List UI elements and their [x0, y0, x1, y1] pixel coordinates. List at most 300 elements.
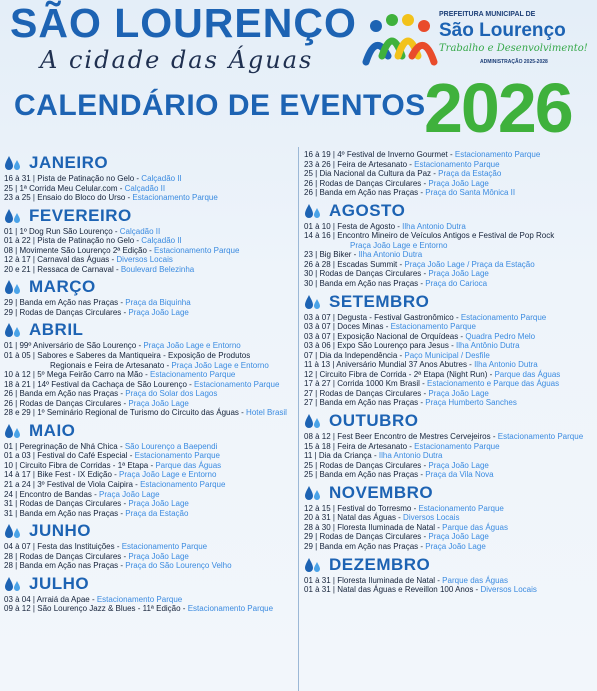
logo-name: São Lourenço — [439, 20, 566, 41]
month-header — [304, 200, 594, 222]
event-location: Estacionamento Parque — [194, 379, 280, 389]
event-title: Pista de Patinação no Gelo — [37, 236, 135, 246]
event-row: 03 à 06 | Expo São Lourenço para Jesus - Ilha Antônio Dutra — [304, 341, 520, 351]
month-header — [4, 205, 294, 227]
event-row: 24 | Encontro de Bandas - Praça João Lage — [4, 489, 160, 499]
city-subtitle: A cidade das Águas — [40, 46, 314, 74]
month-name: ABRIL — [29, 320, 84, 340]
event-title: Degusta - Festival Gastronômico — [337, 312, 454, 322]
event-row: 11 | Dia da Criança - Ilha Antonio Dutra — [304, 451, 443, 461]
event-date: 17 à 27 — [304, 379, 331, 389]
event-date: 12 à 15 — [304, 503, 331, 513]
month-name: MARÇO — [29, 277, 96, 297]
event-date: 11 — [304, 451, 313, 461]
event-title: Dia da Criança — [318, 451, 372, 461]
event-title: Natal das Águas — [337, 513, 396, 523]
event-row: 12 à 17 | Carnaval das Águas - Diversos Locais — [4, 255, 173, 265]
event-date: 20 à 31 — [304, 513, 331, 523]
event-location: Quadra Pedro Melo — [465, 331, 536, 341]
event-date: 16 à 19 — [304, 150, 331, 159]
event-title: Feira de Artesanato — [337, 441, 408, 451]
event-date: 04 à 07 — [4, 542, 31, 552]
event-date: 10 — [4, 460, 13, 470]
event-title: Floresta Iluminada de Natal — [337, 522, 436, 532]
event-row: 03 à 07 | Doces Minas - Estacionamento Parque — [304, 322, 476, 332]
event-row: 01 à 10 | Festa de Agosto - Ilha Antonio Dutra — [304, 221, 466, 231]
event-location: Estacionamento Parque — [418, 503, 504, 513]
event-date: 30 — [304, 269, 313, 279]
event-title: Escadas Summit — [337, 259, 398, 269]
event-location: Estacionamento Parque — [134, 451, 220, 461]
event-row: 31 | Banda em Ação nas Praças - Praça da Estação — [4, 508, 189, 518]
calendar-title: CALENDÁRIO DE EVENTOS — [14, 89, 426, 122]
event-title: Encontro de Bandas — [19, 489, 92, 499]
water-drops-icon — [304, 556, 322, 574]
event-date: 29 — [304, 541, 313, 551]
event-title: 99º Aniversário de São Lourenço — [19, 341, 137, 351]
event-date: 03 à 04 — [4, 594, 31, 604]
event-location: Praça João Lage — [428, 178, 489, 188]
event-date: 10 à 12 — [4, 370, 31, 380]
month-header — [304, 291, 594, 313]
event-date: 20 e 21 — [4, 264, 31, 274]
event-date: 01 a 03 — [4, 451, 31, 461]
event-date: 26 — [304, 178, 313, 188]
event-location: Praça Humberto Sanches — [425, 398, 517, 408]
event-row: 27 | Banda em Ação nas Praças - Praça Humberto Sanches — [304, 398, 517, 408]
event-date: 30 — [304, 279, 313, 289]
event-location: Praça do São Lourenço Velho — [125, 561, 232, 571]
event-title: Banda em Ação nas Praças — [319, 188, 419, 198]
event-location: Ilha Antonio Dutra — [378, 451, 443, 461]
month-header — [4, 319, 294, 341]
event-row: 25 | Rodas de Danças Circulares - Praça João Lage — [304, 460, 489, 470]
event-location: Praça João Lage — [428, 269, 489, 279]
event-row: 12 | Circuito Fibra de Corrida - 2ª Etapa (Night Run) - Parque das Águas — [304, 369, 561, 379]
event-title: 1ª Corrida Meu Celular.com — [19, 183, 118, 193]
event-date: 26 — [4, 389, 13, 399]
event-date: 31 — [4, 508, 13, 518]
event-location: Praça da Biquinha — [125, 298, 191, 308]
event-date: 26 à 28 — [304, 259, 331, 269]
event-title: 4º Festival de Inverno Gourmet — [337, 150, 448, 159]
event-location: Praça João Lage e Entorno — [119, 470, 217, 480]
month-name: FEVEREIRO — [29, 205, 132, 225]
event-location: Praça João Lage — [428, 532, 489, 542]
water-drops-icon — [304, 202, 322, 220]
event-date: 28 — [4, 561, 13, 571]
event-row: 25 | Dia Nacional da Cultura da Paz - Praça da Estação — [304, 169, 502, 179]
event-title: Bike Fest - IX Edição — [37, 470, 112, 480]
water-drops-icon — [304, 412, 322, 430]
event-date: 14 à 16 — [304, 231, 331, 241]
event-location: Estacionamento Parque — [96, 594, 183, 604]
logo-prefeitura: PREFEITURA MUNICIPAL DE — [439, 11, 536, 18]
water-drops-icon — [4, 321, 22, 339]
event-date: 01 — [4, 441, 13, 451]
event-date: 27 — [304, 388, 313, 398]
logo-administracao: ADMINISTRAÇÃO 2025-2028 — [480, 59, 548, 65]
event-row: 03 à 07 | Degusta - Festival Gastronômico - Estacionamento Parque — [304, 312, 547, 322]
event-date: 01 — [4, 226, 13, 236]
event-location: Praça João Lage — [428, 388, 489, 398]
event-location: Estacionamento Parque — [154, 245, 240, 255]
event-title: 1º Seminário Regional de Turismo do Circuito das Águas — [37, 408, 239, 418]
month-name: DEZEMBRO — [329, 554, 431, 574]
event-location: Calçadão II — [141, 236, 182, 246]
event-location: Estacionamento Parque — [497, 432, 584, 442]
event-title: Pista de Patinação no Gelo — [37, 174, 135, 183]
event-title: Movimente São Lourenço 2ª Edição — [19, 245, 147, 255]
event-date: 01 à 10 — [304, 221, 331, 231]
event-title: Ressaca de Carnaval — [37, 264, 114, 274]
water-drops-icon — [4, 154, 22, 172]
event-location: Estacionamento Parque — [414, 159, 500, 169]
event-location: Estacionamento Parque — [187, 604, 274, 614]
event-date: 11 à 13 — [304, 360, 331, 370]
event-row: 21 a 24 | 3º Festival de Viola Caipira - Estacionamento Parque — [4, 480, 226, 490]
event-row: 12 à 15 | Festival do Torresmo - Estacionamento Parque — [304, 503, 504, 513]
event-location: Parque das Águas — [155, 460, 222, 470]
event-row: 01 à 22 | Pista de Patinação no Gelo - Calçadão II — [4, 236, 182, 246]
event-title: Feira de Artesanato — [337, 159, 408, 169]
event-date: 08 — [4, 245, 13, 255]
event-row: 01 | Peregrinação de Nhá Chica - São Lourenço a Baependi — [4, 441, 218, 451]
event-row: 04 à 07 | Festa das Instituições - Estacionamento Parque — [4, 542, 208, 552]
event-title: Encontro Mineiro de Veículos Antigos e Festival de Pop Rock — [337, 231, 555, 241]
event-date: 23 — [304, 250, 313, 260]
event-row: 26 | Rodas de Danças Circulares - Praça João Lage — [304, 178, 489, 188]
column-divider — [298, 147, 299, 691]
event-row: 03 à 07 | Exposição Nacional de Orquídeas - Quadra Pedro Melo — [304, 331, 536, 341]
event-date: 12 à 17 — [4, 255, 31, 265]
event-row: 30 | Banda em Ação nas Praças - Praça do Carioca — [304, 279, 488, 289]
event-location: Estacionamento Parque — [132, 193, 218, 203]
event-row — [304, 241, 594, 251]
event-date: 07 — [304, 350, 313, 360]
event-location: Diversos Locais — [480, 585, 537, 595]
event-row: 14 à 16 | Encontro Mineiro de Veículos Antigos e Festival de Pop Rock — [304, 231, 555, 241]
event-title: Sabores e Saberes da Mantiqueira - Exposição de Produtos — [37, 351, 251, 361]
event-location: Praça João Lage e Entorno — [143, 341, 241, 351]
event-title: Regionais e Feira de Artesanato — [50, 360, 165, 370]
event-date: 01 à 31 — [304, 575, 331, 585]
event-row: 23 | Big Biker - Ilha Antonio Dutra — [304, 250, 423, 260]
event-row: 28 e 29 | 1º Seminário Regional de Turismo do Circuito das Águas - Hotel Brasil — [4, 408, 287, 418]
month-name: OUTUBRO — [329, 411, 419, 431]
event-date: 28 — [4, 551, 13, 561]
event-row: 07 | Dia da Independência - Paço Municipal / Desfile — [304, 350, 490, 360]
event-row: 08 | Movimente São Lourenço 2ª Edição - Estacionamento Parque — [4, 245, 240, 255]
event-title: Rodas de Danças Circulares — [319, 532, 422, 542]
month-header — [4, 520, 294, 542]
event-row: 29 | Rodas de Danças Circulares - Praça João Lage — [304, 532, 489, 542]
event-title: Fest Beer Encontro de Mestres Cervejeiros — [337, 432, 491, 442]
event-location: Estacionamento Parque — [454, 150, 541, 159]
event-location: Praça do Santa Mônica II — [425, 188, 516, 198]
event-row: 25 | 1ª Corrida Meu Celular.com - Calçadão II — [4, 183, 166, 193]
event-row: 27 | Rodas de Danças Circulares - Praça João Lage — [304, 388, 489, 398]
event-title: 3º Festival de Viola Caipira — [37, 480, 133, 490]
event-title: Rodas de Danças Circulares — [319, 388, 422, 398]
event-title: Peregrinação de Nhá Chica — [19, 441, 118, 451]
event-row: 23 a 25 | Ensaio do Bloco do Urso - Estacionamento Parque — [4, 193, 218, 203]
event-location: Parque das Águas — [494, 369, 561, 379]
event-title: Rodas de Danças Circulares — [19, 499, 122, 509]
event-location: Praça do Carioca — [425, 279, 488, 289]
event-location: Estacionamento Parque — [414, 441, 500, 451]
event-location: Estacionamento Parque — [121, 542, 208, 552]
month-header — [304, 410, 594, 432]
event-row: 31 | Rodas de Danças Circulares - Praça João Lage — [4, 499, 189, 509]
event-title: Expo São Lourenço para Jesus — [337, 341, 449, 351]
event-date: 28 à 30 — [304, 522, 331, 532]
event-row: 16 à 31 | Pista de Patinação no Gelo - Calçadão II — [4, 174, 182, 183]
event-date: 15 à 18 — [304, 441, 331, 451]
event-title: Ensaio do Bloco do Urso — [37, 193, 126, 203]
event-title: Rodas de Danças Circulares — [19, 398, 122, 408]
event-location: Calçadão II — [124, 183, 166, 193]
event-date: 03 à 06 — [304, 341, 331, 351]
event-row: 01 à 05 | Sabores e Saberes da Mantiqueira - Exposição de Produtos — [4, 351, 251, 361]
event-row: 16 à 19 | 4º Festival de Inverno Gourmet - Estacionamento Parque — [304, 150, 541, 159]
event-title: Rodas de Danças Circulares — [19, 551, 122, 561]
event-date: 31 — [4, 499, 13, 509]
event-title: 5º Mega Feirão Carro na Mão — [37, 370, 143, 380]
event-date: 27 — [304, 398, 313, 408]
event-date: 16 à 31 — [4, 174, 31, 183]
event-title: Rodas de Danças Circulares — [319, 269, 422, 279]
event-date: 01 à 22 — [4, 236, 31, 246]
month-header — [304, 554, 594, 576]
event-location: Praça João Lage — [128, 551, 189, 561]
event-title: Aniversário Mundial 37 Anos Abutres — [336, 360, 467, 370]
event-title: Floresta Iluminada de Natal — [337, 575, 436, 585]
event-title: Exposição Nacional de Orquídeas — [337, 331, 459, 341]
event-date: 03 à 07 — [304, 312, 331, 322]
water-drops-icon — [304, 293, 322, 311]
event-location: Praça João Lage — [128, 499, 189, 509]
event-title: Dia Nacional da Cultura da Paz — [319, 169, 432, 179]
event-row: 01 | 99º Aniversário de São Lourenço - Praça João Lage e Entorno — [4, 341, 241, 351]
event-date: 26 — [4, 398, 13, 408]
month-name: JANEIRO — [29, 153, 109, 172]
event-location: Ilha Antonio Dutra — [402, 221, 466, 231]
event-date: 24 — [4, 489, 13, 499]
event-row: 28 à 30 | Floresta Iluminada de Natal - Parque das Águas — [304, 522, 508, 532]
event-row: 20 e 21 | Ressaca de Carnaval - Boulevard Belezinha — [4, 264, 195, 274]
event-date: 23 a 25 — [4, 193, 31, 203]
event-row: 23 à 26 | Feira de Artesanato - Estacionamento Parque — [304, 159, 500, 169]
water-drops-icon — [4, 522, 22, 540]
event-row: Regionais e Feira de Artesanato - Praça João Lage e Entorno — [50, 360, 269, 370]
event-row: 30 | Rodas de Danças Circulares - Praça João Lage — [304, 269, 489, 279]
event-location: Estacionamento e Parque das Águas — [427, 379, 560, 389]
event-location: Ilha Antônio Dutra — [455, 341, 520, 351]
event-date: 25 — [304, 460, 313, 470]
event-date: 14 à 17 — [4, 470, 31, 480]
event-date: 01 — [4, 341, 13, 351]
event-location: Praça do Solar dos Lagos — [125, 389, 218, 399]
event-date: 03 à 07 — [304, 322, 331, 332]
event-location: Ilha Antonio Dutra — [474, 360, 538, 370]
event-title: 1º Dog Run São Lourenço — [19, 226, 113, 236]
event-row: 29 | Banda em Ação nas Praças - Praça João Lage — [304, 541, 486, 551]
event-location: Boulevard Belezinha — [120, 264, 195, 274]
water-drops-icon — [4, 278, 22, 296]
event-date: 01 à 05 — [4, 351, 31, 361]
event-location: Praça João Lage e Entorno — [171, 360, 269, 370]
event-title: Circuito Fibra de Corrida - 2ª Etapa (Night Run) — [319, 369, 488, 379]
event-title: Dia da Independência — [319, 350, 398, 360]
event-location: Calçadão II — [141, 174, 182, 183]
month-header — [4, 152, 294, 174]
event-row: 10 à 12 | 5º Mega Feirão Carro na Mão - Estacionamento Parque — [4, 370, 236, 380]
event-row: 28 | Banda em Ação nas Praças - Praça do São Lourenço Velho — [4, 561, 232, 571]
event-title: São Lourenço Jazz & Blues - 11ª Edição — [37, 604, 181, 614]
month-name: JULHO — [29, 573, 90, 593]
water-drops-icon — [304, 484, 322, 502]
event-row: 29 | Banda em Ação nas Praças - Praça da Biquinha — [4, 298, 191, 308]
event-title: Banda em Ação nas Praças — [19, 508, 119, 518]
event-date: 25 — [304, 169, 313, 179]
month-name: JUNHO — [29, 521, 92, 541]
month-header — [4, 573, 294, 595]
event-location: Diversos Locais — [116, 255, 173, 265]
water-drops-icon — [4, 207, 22, 225]
event-location: Paço Municipal / Desfile — [404, 350, 490, 360]
event-date: 01 à 31 — [304, 585, 331, 595]
event-row: 26 | Banda em Ação nas Praças - Praça do Santa Mônica II — [304, 188, 516, 198]
event-row: 18 à 21 | 14º Festival da Cachaça de São Lourenço - Estacionamento Parque — [4, 379, 280, 389]
month-header — [4, 276, 294, 298]
event-location: Praça João Lage — [428, 460, 489, 470]
event-title: Banda em Ação nas Praças — [19, 298, 119, 308]
event-location: Praça João Lage — [425, 541, 486, 551]
event-row: 20 à 31 | Natal das Águas - Diversos Locais — [304, 513, 460, 523]
event-date: 29 — [304, 532, 313, 542]
event-location: Diversos Locais — [403, 513, 460, 523]
event-title: Festa das Instituições — [37, 542, 115, 552]
event-location: Estacionamento Parque — [390, 322, 476, 332]
event-title: Natal das Águas e Reveillon 100 Anos — [337, 585, 474, 595]
event-row: 01 à 31 | Floresta Iluminada de Natal - Parque das Águas — [304, 575, 508, 585]
event-location: Praça João Lage — [128, 398, 189, 408]
event-date: 21 a 24 — [4, 480, 31, 490]
event-location: Parque das Águas — [442, 575, 508, 585]
event-row: 11 à 13 | Aniversário Mundial 37 Anos Abutres - Ilha Antonio Dutra — [304, 360, 538, 370]
event-title: Circuito Fibra de Corridas - 1ª Etapa — [19, 460, 149, 470]
event-date: 25 — [304, 470, 313, 480]
event-title: Rodas de Danças Circulares — [319, 178, 422, 188]
event-title: Banda em Ação nas Praças — [19, 561, 119, 571]
event-location: Praça João Lage / Praça da Estação — [404, 259, 535, 269]
month-name: NOVEMBRO — [329, 482, 434, 502]
event-location: Ilha Antonio Dutra — [358, 250, 423, 260]
event-row: 25 | Banda em Ação nas Praças - Praça da Vila Nova — [304, 470, 494, 480]
month-name: MAIO — [29, 420, 76, 440]
event-row: 17 à 27 | Corrida 1000 Km Brasil - Estacionamento e Parque das Águas — [304, 379, 560, 389]
event-row: 08 à 12 | Fest Beer Encontro de Mestres Cervejeiros - Estacionamento Parque — [304, 432, 584, 442]
event-title: Arraiá da Apae — [36, 594, 90, 604]
event-date: 29 — [4, 307, 13, 317]
month-header — [304, 482, 594, 504]
event-row: 26 à 28 | Escadas Summit - Praça João Lage / Praça da Estação — [304, 259, 535, 269]
left-column — [4, 150, 294, 614]
event-title: Rodas de Danças Circulares — [319, 460, 422, 470]
logo-slogan: Trabalho e Desenvolvimento! — [439, 43, 588, 54]
event-location: Praça da Estação — [125, 508, 189, 518]
event-title: Banda em Ação nas Praças — [19, 389, 119, 399]
event-row: 03 à 04 | Arraiá da Apae - Estacionamento Parque — [4, 594, 183, 604]
event-title: Banda em Ação nas Praças — [319, 398, 419, 408]
event-title: Festa de Agosto — [337, 221, 396, 231]
event-row: 14 à 17 | Bike Fest - IX Edição - Praça João Lage e Entorno — [4, 470, 217, 480]
year-label: 2026 — [424, 69, 572, 147]
water-drops-icon — [4, 422, 22, 440]
event-title: Doces Minas — [337, 322, 384, 332]
event-title: Banda em Ação nas Praças — [319, 541, 419, 551]
event-location: Praça João Lage — [99, 489, 160, 499]
event-row: 15 à 18 | Feira de Artesanato - Estacionamento Parque — [304, 441, 500, 451]
event-row: 28 | Rodas de Danças Circulares - Praça João Lage — [4, 551, 189, 561]
event-title: Festival do Café Especial — [37, 451, 128, 461]
prefeitura-logo — [362, 10, 592, 72]
event-row: 26 | Rodas de Danças Circulares - Praça João Lage — [4, 398, 189, 408]
event-row: 09 à 12 | São Lourenço Jazz & Blues - 11ª Edição - Estacionamento Parque — [4, 604, 274, 614]
event-date: 28 e 29 — [4, 408, 31, 418]
event-location: São Lourenço a Baependi — [124, 441, 218, 451]
event-location: Estacionamento Parque — [149, 370, 236, 380]
city-title: SÃO LOURENÇO — [10, 0, 357, 46]
event-date: 29 — [4, 298, 13, 308]
event-location: Praça João Lage — [128, 307, 189, 317]
event-date: 23 à 26 — [304, 159, 331, 169]
event-location: Estacionamento Parque — [460, 312, 547, 322]
event-date: 12 — [304, 369, 313, 379]
event-date: 26 — [304, 188, 313, 198]
event-row: 01 à 31 | Natal das Águas e Reveillon 100 Anos - Diversos Locais — [304, 585, 537, 595]
event-date: 03 à 07 — [304, 331, 331, 341]
event-title: Carnaval das Águas — [37, 255, 110, 265]
event-title: Banda em Ação nas Praças — [319, 470, 419, 480]
event-location: Praça da Vila Nova — [425, 470, 494, 480]
logo-people-icon — [362, 12, 438, 72]
event-location: Calçadão II — [119, 226, 161, 236]
water-drops-icon — [4, 575, 22, 593]
event-date: 18 à 21 — [4, 379, 31, 389]
event-row: 01 | 1º Dog Run São Lourenço - Calçadão II — [4, 226, 161, 236]
event-title: Rodas de Danças Circulares — [19, 307, 122, 317]
month-header — [4, 420, 294, 442]
event-title: 14º Festival da Cachaça de São Lourenço — [37, 379, 187, 389]
event-date: 25 — [4, 183, 13, 193]
event-row: 26 | Banda em Ação nas Praças - Praça do Solar dos Lagos — [4, 389, 218, 399]
event-date: 08 à 12 — [304, 432, 331, 442]
month-name: SETEMBRO — [329, 291, 430, 311]
event-row: 01 a 03 | Festival do Café Especial - Estacionamento Parque — [4, 451, 220, 461]
event-location: Parque das Águas — [442, 522, 508, 532]
event-location: Hotel Brasil — [246, 408, 287, 418]
event-location: Estacionamento Parque — [140, 480, 226, 490]
event-title: Festival do Torresmo — [337, 503, 412, 513]
event-date: 09 à 12 — [4, 604, 31, 614]
right-column — [304, 150, 594, 595]
event-title: Banda em Ação nas Praças — [319, 279, 419, 289]
event-location: Praça da Estação — [438, 169, 502, 179]
month-name: AGOSTO — [329, 200, 406, 220]
event-row: 10 | Circuito Fibra de Corridas - 1ª Etapa - Parque das Águas — [4, 460, 222, 470]
